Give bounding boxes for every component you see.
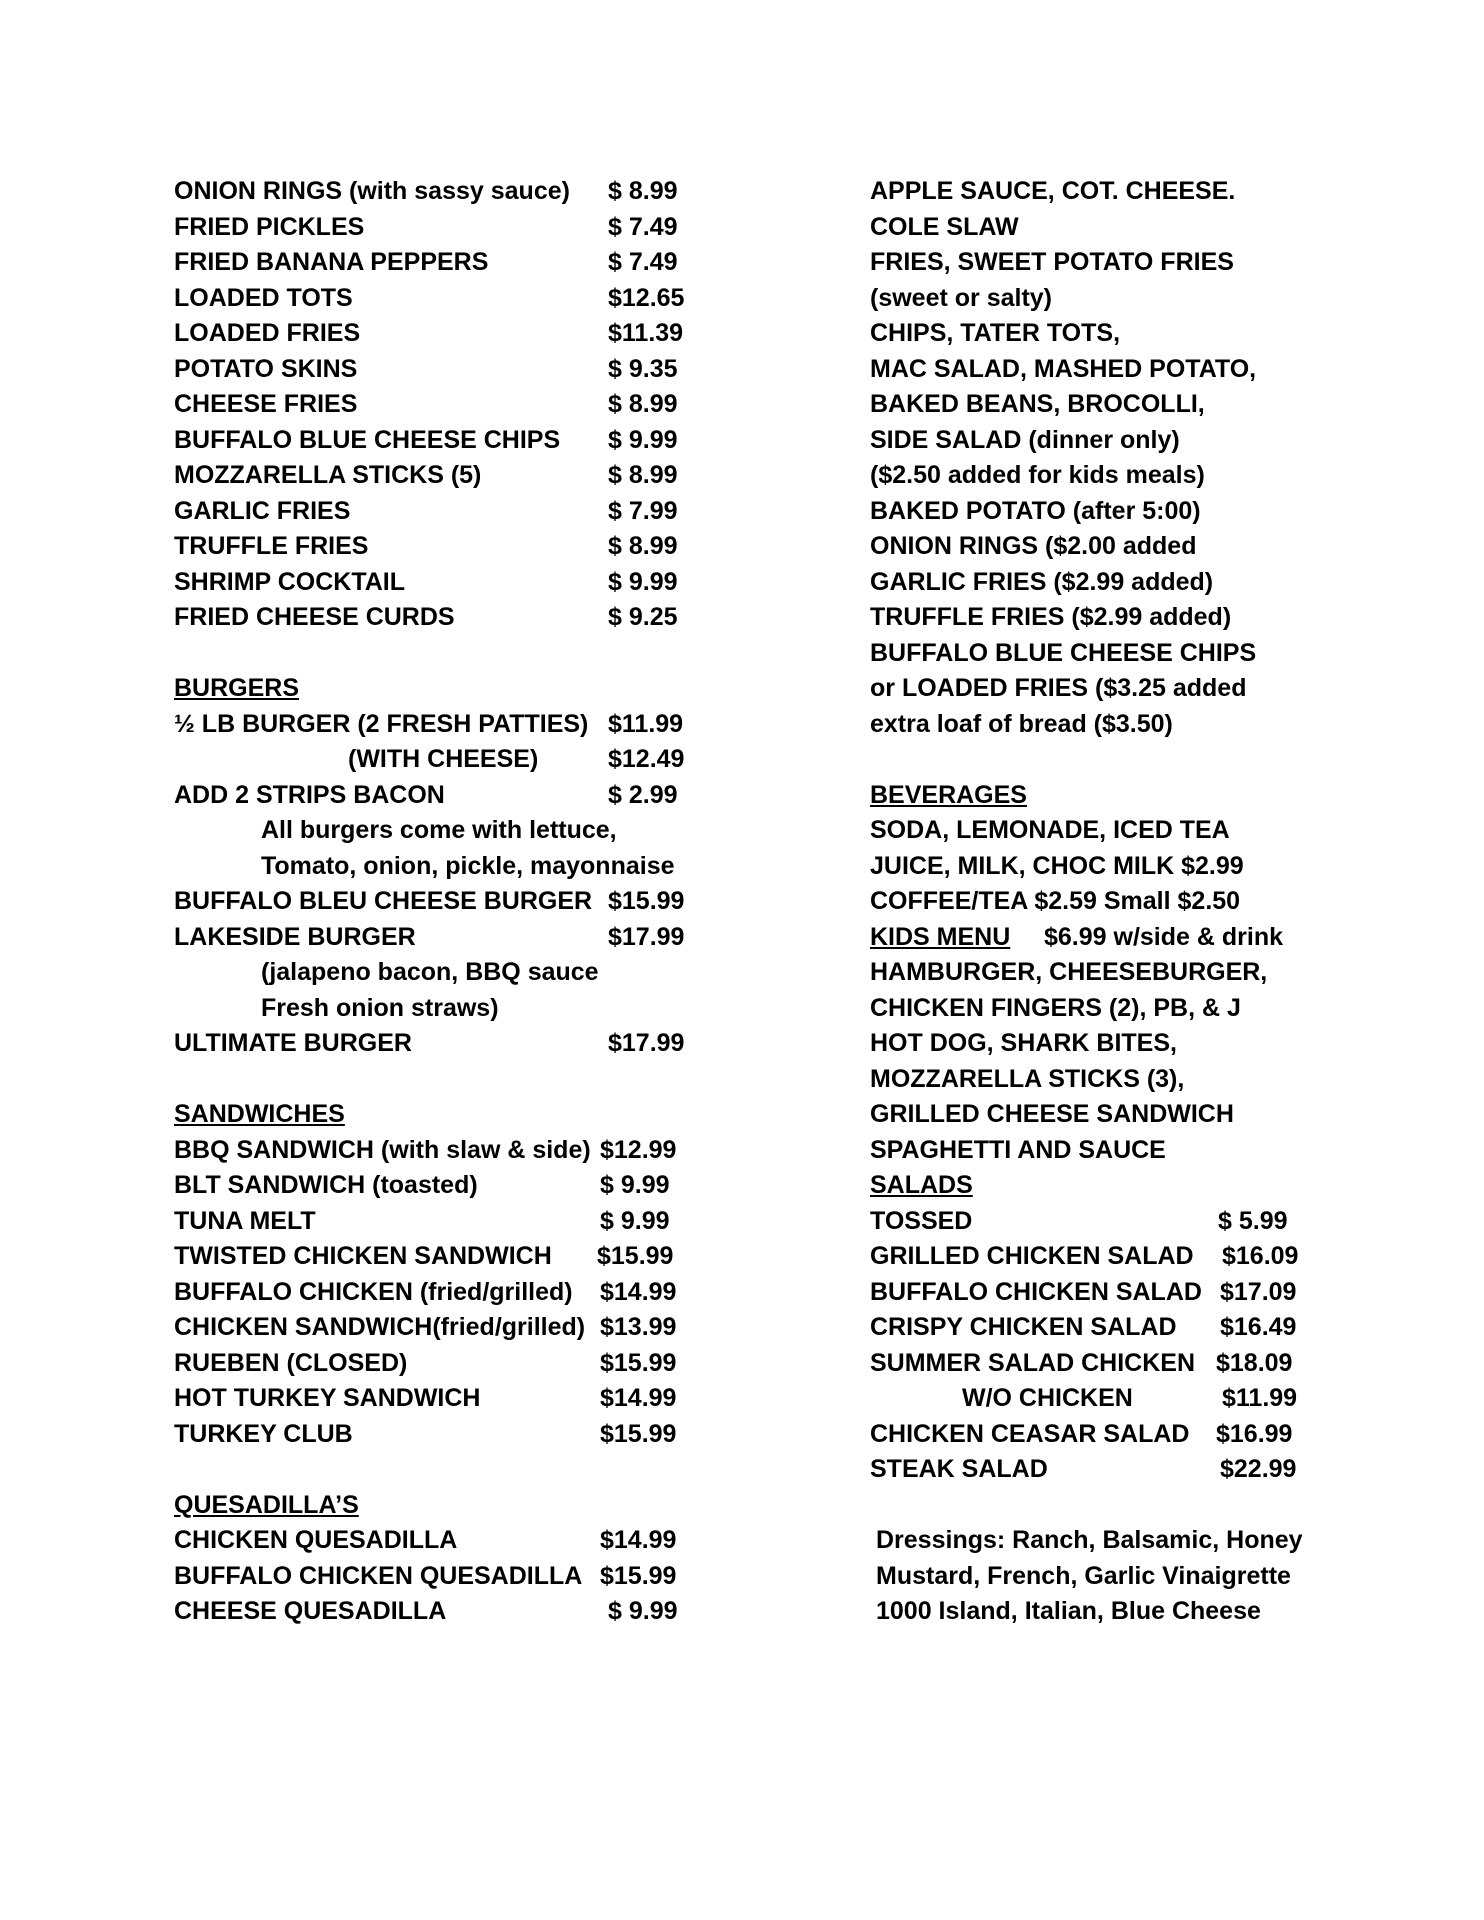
item-name: FRIED CHEESE CURDS xyxy=(174,603,455,631)
item-price: $16.99 xyxy=(1216,1419,1293,1448)
item-name: TURKEY CLUB xyxy=(174,1419,353,1448)
item-name: POTATO SKINS xyxy=(174,354,358,383)
quesadillas-heading: QUESADILLA’S xyxy=(174,1490,359,1519)
item-price: $15.99 xyxy=(608,887,685,915)
item-name: TRUFFLE FRIES xyxy=(174,532,369,560)
menu-item xyxy=(174,245,734,281)
beverage-text: COFFEE/TEA $2.59 Small $2.50 xyxy=(870,887,1241,915)
item-price: $18.09 xyxy=(1216,1348,1293,1377)
item-name: LOADED TOTS xyxy=(174,283,353,312)
item-name: HOT TURKEY SANDWICH xyxy=(174,1384,481,1412)
side-line xyxy=(870,210,1340,246)
appetizers-section xyxy=(174,174,734,636)
sandwiches-heading: SANDWICHES xyxy=(174,1100,345,1128)
menu-item xyxy=(174,210,734,246)
side-line xyxy=(870,245,1340,281)
menu-item xyxy=(870,1275,1340,1311)
item-price: $16.49 xyxy=(1220,1313,1297,1341)
side-line xyxy=(870,174,1340,210)
item-name: BLT SANDWICH (toasted) xyxy=(174,1171,478,1199)
menu-item xyxy=(870,1346,1340,1382)
menu-item xyxy=(174,1239,734,1275)
item-price: $ 5.99 xyxy=(1218,1206,1288,1235)
item-name: GARLIC FRIES xyxy=(174,496,351,525)
item-price: $15.99 xyxy=(597,1242,674,1270)
item-price: $ 7.49 xyxy=(608,212,678,241)
item-name: CRISPY CHICKEN SALAD xyxy=(870,1313,1177,1341)
beverage-text: JUICE, MILK, CHOC MILK $2.99 xyxy=(870,851,1244,880)
item-name: ONION RINGS (with sassy sauce) xyxy=(174,177,570,205)
side-line xyxy=(870,529,1340,565)
menu-item xyxy=(174,1133,734,1169)
side-text: BUFFALO BLUE CHEESE CHIPS xyxy=(870,638,1257,667)
item-price: $ 9.35 xyxy=(608,354,678,383)
item-price: $ 2.99 xyxy=(608,780,678,809)
side-text: FRIES, SWEET POTATO FRIES xyxy=(870,248,1234,276)
item-price: $11.99 xyxy=(608,709,684,738)
kids-line xyxy=(870,991,1340,1027)
side-line xyxy=(870,707,1340,743)
spacer xyxy=(174,1452,734,1488)
menu-item xyxy=(870,1381,1340,1417)
menu-note xyxy=(174,955,734,991)
item-name: CHICKEN SANDWICH(fried/grilled) xyxy=(174,1313,586,1341)
kids-menu-note: $6.99 w/side & drink xyxy=(1044,922,1283,951)
left-column xyxy=(174,174,734,1630)
item-price: $ 9.99 xyxy=(608,425,678,454)
salads-section xyxy=(870,1168,1340,1488)
side-text: BAKED BEANS, BROCOLLI, xyxy=(870,390,1205,418)
section-heading xyxy=(870,778,1340,814)
item-name: (WITH CHEESE) xyxy=(348,745,539,773)
menu-item xyxy=(174,281,734,317)
side-text: ONION RINGS ($2.00 added xyxy=(870,532,1197,560)
item-price: $12.49 xyxy=(608,745,685,773)
menu-note xyxy=(174,849,734,885)
dressing-line: Dressings: Ranch, Balsamic, Honey xyxy=(876,1526,1303,1554)
beverages-section xyxy=(870,778,1340,920)
menu-item xyxy=(174,352,734,388)
section-heading xyxy=(870,920,1340,956)
menu-item xyxy=(174,1346,734,1382)
item-name: SUMMER SALAD CHICKEN xyxy=(870,1348,1195,1377)
section-heading xyxy=(174,671,734,707)
item-name: CHICKEN QUESADILLA xyxy=(174,1526,458,1554)
item-name: FRIED BANANA PEPPERS xyxy=(174,248,489,276)
item-price: $ 9.25 xyxy=(608,603,678,631)
spacer xyxy=(870,742,1340,778)
item-name: TUNA MELT xyxy=(174,1206,316,1235)
item-name: TOSSED xyxy=(870,1206,973,1235)
kids-menu-section xyxy=(870,920,1340,1169)
item-price: $14.99 xyxy=(600,1526,677,1554)
item-name: BUFFALO CHICKEN SALAD xyxy=(870,1277,1202,1306)
menu-item xyxy=(870,1204,1340,1240)
item-name: BUFFALO BLEU CHEESE BURGER xyxy=(174,887,593,915)
section-heading xyxy=(174,1488,734,1524)
side-text: (sweet or salty) xyxy=(870,283,1053,312)
burgers-section xyxy=(174,671,734,1062)
item-price: $ 9.99 xyxy=(608,1597,678,1625)
item-price: $ 9.99 xyxy=(600,1206,670,1235)
side-text: COLE SLAW xyxy=(870,212,1019,241)
right-column xyxy=(870,174,1340,1630)
side-line xyxy=(870,352,1340,388)
item-name: LOADED FRIES xyxy=(174,319,361,347)
item-name: LAKESIDE BURGER xyxy=(174,922,416,951)
side-line xyxy=(870,671,1340,707)
item-price: $13.99 xyxy=(600,1313,677,1341)
item-price: $ 7.99 xyxy=(608,496,678,525)
item-name: GRILLED CHICKEN SALAD xyxy=(870,1242,1194,1270)
note-text: Fresh onion straws) xyxy=(261,993,499,1022)
side-line xyxy=(870,423,1340,459)
item-price: $16.09 xyxy=(1222,1242,1299,1270)
item-name: CHEESE FRIES xyxy=(174,390,358,418)
side-text: GARLIC FRIES ($2.99 added) xyxy=(870,567,1214,596)
kids-text: SPAGHETTI AND SAUCE xyxy=(870,1135,1166,1164)
spacer xyxy=(870,1488,1340,1524)
item-price: $17.99 xyxy=(608,1029,685,1057)
item-name: ADD 2 STRIPS BACON xyxy=(174,780,445,809)
menu-item xyxy=(174,494,734,530)
menu-item xyxy=(174,1594,734,1630)
kids-menu-heading: KIDS MENU xyxy=(870,922,1011,951)
item-name: MOZZARELLA STICKS (5) xyxy=(174,461,482,489)
beverages-heading: BEVERAGES xyxy=(870,780,1027,809)
menu-item xyxy=(174,920,734,956)
item-name: CHEESE QUESADILLA xyxy=(174,1597,447,1625)
item-price: $14.99 xyxy=(600,1277,677,1306)
menu-item xyxy=(174,316,734,352)
side-text: CHIPS, TATER TOTS, xyxy=(870,319,1121,347)
side-text: ($2.50 added for kids meals) xyxy=(870,461,1205,489)
menu-item xyxy=(174,600,734,636)
item-name: TWISTED CHICKEN SANDWICH xyxy=(174,1242,552,1270)
side-line xyxy=(870,316,1340,352)
quesadillas-section xyxy=(174,1488,734,1630)
side-text: TRUFFLE FRIES ($2.99 added) xyxy=(870,603,1232,631)
menu-item xyxy=(174,1523,734,1559)
menu-item xyxy=(174,387,734,423)
item-price: $ 8.99 xyxy=(608,177,678,205)
item-price: $15.99 xyxy=(600,1561,677,1590)
side-text: extra loaf of bread ($3.50) xyxy=(870,709,1173,738)
dressing-line: 1000 Island, Italian, Blue Cheese xyxy=(876,1597,1261,1625)
item-price: $14.99 xyxy=(600,1384,677,1412)
item-name: CHICKEN CEASAR SALAD xyxy=(870,1419,1190,1448)
menu-item xyxy=(174,1275,734,1311)
item-price: $ 8.99 xyxy=(608,461,678,489)
spacer xyxy=(174,636,734,672)
item-price: $11.99 xyxy=(1222,1384,1298,1412)
salads-heading: SALADS xyxy=(870,1171,973,1199)
item-name: BBQ SANDWICH (with slaw & side) xyxy=(174,1135,591,1164)
menu-item xyxy=(174,1381,734,1417)
menu-item xyxy=(870,1239,1340,1275)
kids-line xyxy=(870,955,1340,991)
dressing-line: Mustard, French, Garlic Vinaigrette xyxy=(876,1561,1291,1590)
item-name: W/O CHICKEN xyxy=(962,1384,1133,1412)
item-price: $17.09 xyxy=(1220,1277,1297,1306)
item-name: BUFFALO CHICKEN (fried/grilled) xyxy=(174,1277,573,1306)
kids-line xyxy=(870,1133,1340,1169)
beverage-line xyxy=(870,884,1340,920)
note-text: Tomato, onion, pickle, mayonnaise xyxy=(261,851,675,880)
item-name: ½ LB BURGER (2 FRESH PATTIES) xyxy=(174,709,589,738)
item-name: RUEBEN (CLOSED) xyxy=(174,1348,408,1377)
side-line xyxy=(870,458,1340,494)
note-text: (jalapeno bacon, BBQ sauce xyxy=(261,958,599,986)
side-text: SIDE SALAD (dinner only) xyxy=(870,425,1180,454)
menu-item xyxy=(174,742,734,778)
side-text: APPLE SAUCE, COT. CHEESE. xyxy=(870,177,1236,205)
section-heading xyxy=(174,1097,734,1133)
sides-section xyxy=(870,174,1340,742)
side-line xyxy=(870,600,1340,636)
sandwiches-section xyxy=(174,1097,734,1452)
item-price: $11.39 xyxy=(608,319,684,347)
side-line xyxy=(870,281,1340,317)
menu-item xyxy=(174,884,734,920)
menu-item xyxy=(174,423,734,459)
note-text: All burgers come with lettuce, xyxy=(261,816,617,844)
menu-item xyxy=(174,529,734,565)
kids-text: HAMBURGER, CHEESEBURGER, xyxy=(870,958,1268,986)
kids-text: HOT DOG, SHARK BITES, xyxy=(870,1029,1177,1057)
section-heading xyxy=(870,1168,1340,1204)
spacer xyxy=(174,1062,734,1098)
menu-item xyxy=(870,1417,1340,1453)
item-price: $ 9.99 xyxy=(600,1171,670,1199)
item-price: $12.65 xyxy=(608,283,685,312)
item-price: $22.99 xyxy=(1220,1455,1297,1483)
item-price: $ 8.99 xyxy=(608,532,678,560)
item-price: $ 8.99 xyxy=(608,390,678,418)
menu-item xyxy=(174,174,734,210)
kids-line xyxy=(870,1062,1340,1098)
menu-item xyxy=(174,1559,734,1595)
item-price: $17.99 xyxy=(608,922,685,951)
menu-item xyxy=(174,778,734,814)
menu-item xyxy=(174,1204,734,1240)
item-name: ULTIMATE BURGER xyxy=(174,1029,412,1057)
item-price: $ 9.99 xyxy=(608,567,678,596)
menu-item xyxy=(870,1452,1340,1488)
kids-line xyxy=(870,1097,1340,1133)
menu-item xyxy=(174,1026,734,1062)
menu-item xyxy=(174,458,734,494)
kids-line xyxy=(870,1026,1340,1062)
menu-item xyxy=(174,1168,734,1204)
beverage-text: SODA, LEMONADE, ICED TEA xyxy=(870,816,1230,844)
side-line xyxy=(870,565,1340,601)
menu-item xyxy=(174,707,734,743)
menu-item xyxy=(174,1310,734,1346)
kids-text: MOZZARELLA STICKS (3), xyxy=(870,1064,1185,1093)
burgers-heading: BURGERS xyxy=(174,674,300,702)
kids-text: CHICKEN FINGERS (2), PB, & J xyxy=(870,993,1241,1022)
item-price: $12.99 xyxy=(600,1135,677,1164)
menu-note xyxy=(174,813,734,849)
menu-item xyxy=(174,1417,734,1453)
side-line xyxy=(870,636,1340,672)
side-text: or LOADED FRIES ($3.25 added xyxy=(870,674,1247,702)
item-name: SHRIMP COCKTAIL xyxy=(174,567,406,596)
item-price: $15.99 xyxy=(600,1348,677,1377)
side-line xyxy=(870,494,1340,530)
side-text: MAC SALAD, MASHED POTATO, xyxy=(870,354,1257,383)
beverage-line xyxy=(870,813,1340,849)
side-line xyxy=(870,387,1340,423)
item-price: $ 7.49 xyxy=(608,248,678,276)
item-price: $15.99 xyxy=(600,1419,677,1448)
kids-text: GRILLED CHEESE SANDWICH xyxy=(870,1100,1234,1128)
item-name: STEAK SALAD xyxy=(870,1455,1048,1483)
menu-note xyxy=(174,991,734,1027)
beverage-line xyxy=(870,849,1340,885)
menu-item xyxy=(870,1310,1340,1346)
item-name: BUFFALO BLUE CHEESE CHIPS xyxy=(174,425,561,454)
menu-item xyxy=(174,565,734,601)
dressings-section xyxy=(870,1523,1340,1630)
item-name: BUFFALO CHICKEN QUESADILLA xyxy=(174,1561,583,1590)
side-text: BAKED POTATO (after 5:00) xyxy=(870,496,1201,525)
item-name: FRIED PICKLES xyxy=(174,212,365,241)
